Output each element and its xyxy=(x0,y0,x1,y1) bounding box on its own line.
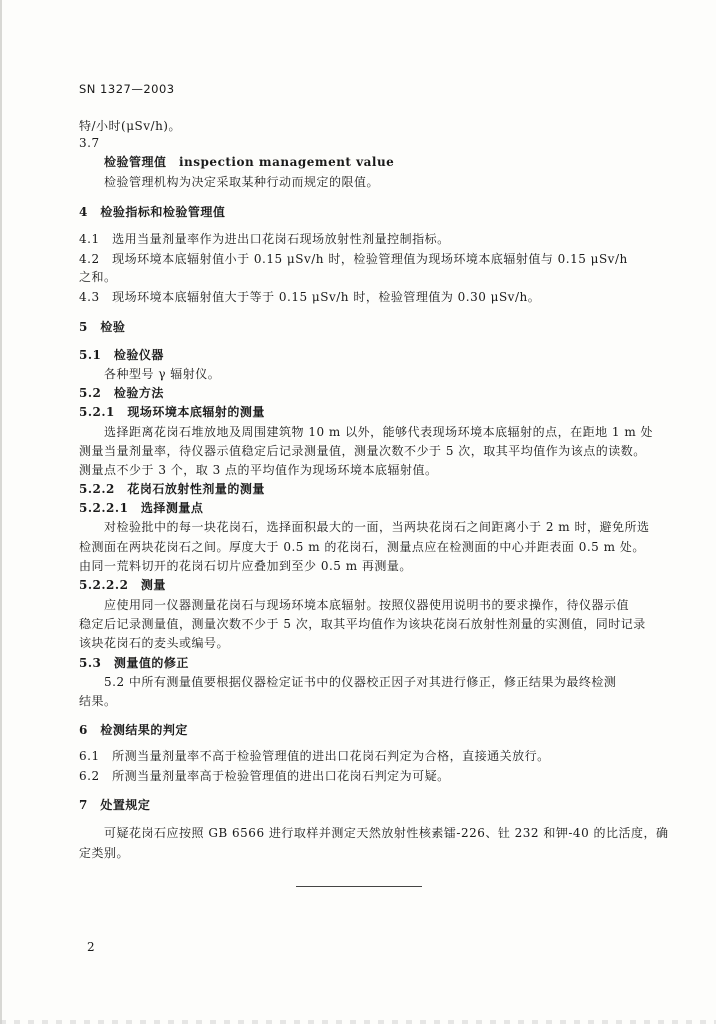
term-definition: 检验管理机构为决定采取某种行动而规定的限值。 xyxy=(104,175,380,189)
text-line: 5.2 中所有测量值要根据仪器检定证书中的仪器校正因子对其进行修正，修正结果为最终检测 xyxy=(104,675,617,689)
text-line: 4.2 现场环境本底辐射值小于 0.15 μSv/h 时，检验管理值为现场环境本底辐射值与 0.15 μSv/h xyxy=(79,252,628,266)
text-line: 该块花岗石的麦头或编号。 xyxy=(79,636,230,650)
section-heading: 7 处置规定 xyxy=(79,798,151,812)
standard-number: SN 1327—2003 xyxy=(79,82,175,96)
term-heading: 检验管理值 inspection management value xyxy=(104,155,395,169)
text-line: 应使用同一仪器测量花岗石与现场环境本底辐射。按照仪器使用说明书的要求操作，待仪器示值 xyxy=(104,598,630,612)
text-line: 稳定后记录测量值，测量次数不少于 5 次，取其平均值作为该块花岗石放射性剂量的实测值，同时记录 xyxy=(79,617,646,631)
text-line: 定类别。 xyxy=(79,846,130,860)
text-line: 对检验批中的每一块花岗石，选择面积最大的一面，当两块花岗石之间距离小于 2 m 时，避免所选 xyxy=(104,520,650,534)
section-heading: 6 检测结果的判定 xyxy=(79,723,188,737)
subsection-heading: 5.2.2.2 测量 xyxy=(79,578,166,592)
scan-edge xyxy=(0,0,2,1024)
page-number: 2 xyxy=(87,940,96,954)
text-line: 4.3 现场环境本底辐射值大于等于 0.15 μSv/h 时，检验管理值为 0.30 μSv/h。 xyxy=(79,290,541,304)
subsection-heading: 5.3 测量值的修正 xyxy=(79,656,189,670)
text-line: 各种型号 γ 辐射仪。 xyxy=(104,367,221,381)
subsection-heading: 5.2 检验方法 xyxy=(79,386,164,400)
text-line: 之和。 xyxy=(79,270,117,284)
subsection-heading: 5.2.1 现场环境本底辐射的测量 xyxy=(79,405,265,419)
text-line: 测量点不少于 3 个，取 3 点的平均值作为现场环境本底辐射值。 xyxy=(79,463,438,477)
text-line: 可疑花岗石应按照 GB 6566 进行取样并测定天然放射性核素镭-226、钍 232 和钾-40 的比活度，确 xyxy=(104,826,669,840)
clause-number: 3.7 xyxy=(79,136,100,150)
text-line: 检测面在两块花岗石之间。厚度大于 0.5 m 的花岗石，测量点应在检测面的中心并距表面 0.5 m 处。 xyxy=(79,540,645,554)
subsection-heading: 5.1 检验仪器 xyxy=(79,348,164,362)
subsection-heading: 5.2.2.1 选择测量点 xyxy=(79,501,204,515)
section-heading: 5 检验 xyxy=(79,320,126,334)
end-rule xyxy=(296,886,422,887)
text-line: 特/小时(μSv/h)。 xyxy=(79,119,181,133)
subsection-heading: 5.2.2 花岗石放射性剂量的测量 xyxy=(79,482,265,496)
text-line: 由同一荒料切开的花岗石切片应叠加到至少 0.5 m 再测量。 xyxy=(79,559,412,573)
text-line: 6.1 所测当量剂量率不高于检验管理值的进出口花岗石判定为合格，直接通关放行。 xyxy=(79,749,550,763)
text-line: 4.1 选用当量剂量率作为进出口花岗石现场放射性剂量控制指标。 xyxy=(79,232,450,246)
text-line: 选择距离花岗石堆放地及周围建筑物 10 m 以外，能够代表现场环境本底辐射的点，在距地 1 m 处 xyxy=(104,425,654,439)
text-line: 测量当量剂量率，待仪器示值稳定后记录测量值，测量次数不少于 5 次，取其平均值作为该点的读数。 xyxy=(79,444,646,458)
scan-bottom-edge xyxy=(0,1020,716,1024)
section-heading: 4 检验指标和检验管理值 xyxy=(79,205,226,219)
text-line: 6.2 所测当量剂量率高于检验管理值的进出口花岗石判定为可疑。 xyxy=(79,769,450,783)
text-line: 结果。 xyxy=(79,694,117,708)
